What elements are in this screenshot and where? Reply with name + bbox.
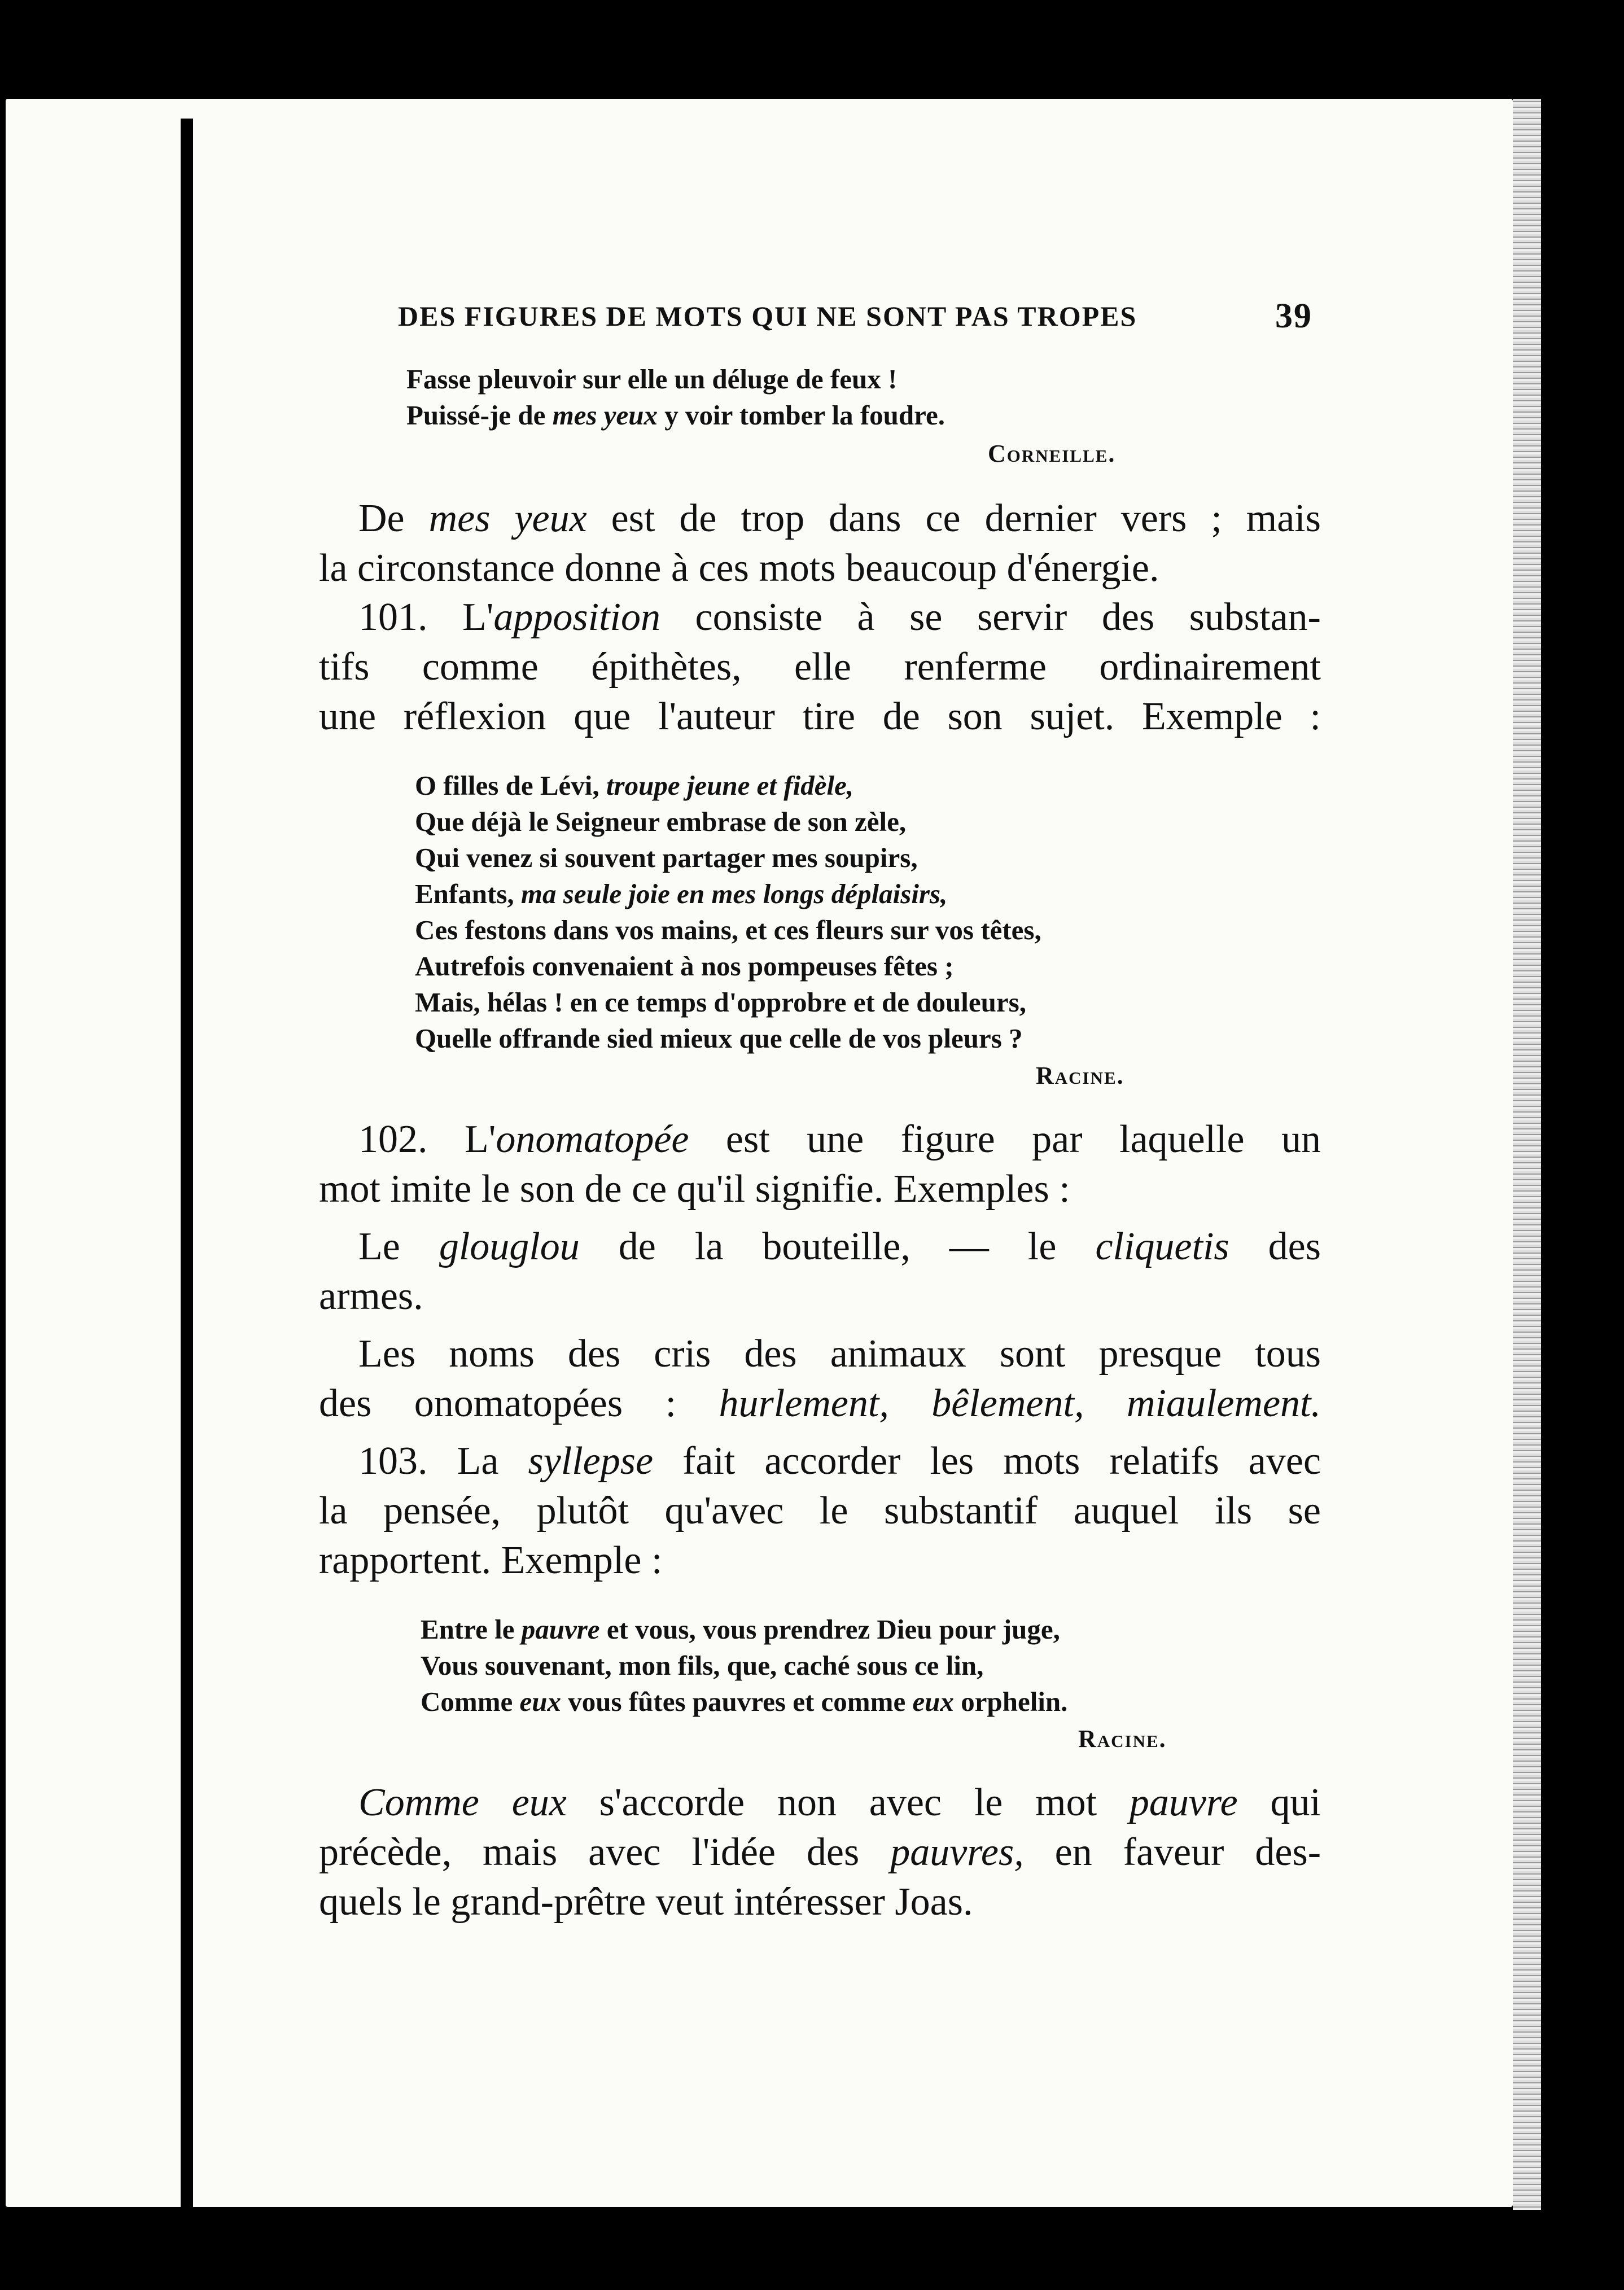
text-line: tifs comme épithètes, elle renferme ordinairement [319, 645, 1321, 689]
page-edge [1513, 99, 1541, 2210]
text-line: précède, mais avec l'idée des pauvres, en faveur des- [319, 1831, 1321, 1874]
paragraph [319, 1778, 1321, 1927]
verse-line: Vous souvenant, mon fils, que, caché sous ce lin, [421, 1650, 984, 1681]
verse-line: Entre le pauvre et vous, vous prendrez Dieu pour juge, [421, 1614, 1060, 1645]
verse-line: Quelle offrande sied mieux que celle de vos pleurs ? [415, 1023, 1023, 1054]
page-number: 39 [1275, 296, 1312, 335]
attribution-corneille: Corneille. [988, 440, 1116, 467]
attribution-racine-1: Racine. [1036, 1062, 1124, 1089]
verse-corneille [406, 361, 945, 434]
text-line: Les noms des cris des animaux sont presque tous [358, 1332, 1321, 1376]
text-line: mot imite le son de ce qu'il signifie. Exemples : [319, 1167, 1070, 1211]
verse-line: O filles de Lévi, troupe jeune et fidèle, [415, 770, 854, 801]
verse-line: Autrefois convenaient à nos pompeuses fêtes ; [415, 951, 954, 982]
verse-line: Ces festons dans vos mains, et ces fleurs sur vos têtes, [415, 914, 1041, 945]
verse-line: Puissé-je de mes yeux y voir tomber la foudre. [406, 400, 945, 431]
text-line: De mes yeux est de trop dans ce dernier vers ; mais [358, 497, 1321, 540]
text-line: 101. L'apposition consiste à se servir des substan- [358, 596, 1321, 639]
text-line: la pensée, plutôt qu'avec le substantif auquel ils se [319, 1489, 1321, 1532]
verse-racine-1 [415, 768, 1041, 1057]
verse-racine-2 [421, 1612, 1067, 1720]
verse-line: Comme eux vous fûtes pauvres et comme eux orphelin. [421, 1686, 1068, 1717]
paragraph-103 [319, 1437, 1321, 1586]
verse-line: Fasse pleuvoir sur elle un déluge de feux ! [406, 364, 898, 395]
running-header [398, 296, 1312, 336]
verse-line: Qui venez si souvent partager mes soupirs, [415, 842, 918, 873]
text-line: 102. L'onomatopée est une figure par laquelle un [358, 1118, 1321, 1161]
text-line: des onomatopées : hurlement, bêlement, miaulement. [319, 1382, 1321, 1425]
text-line: rapportent. Exemple : [319, 1539, 663, 1582]
running-title: DES FIGURES DE MOTS QUI NE SONT PAS TROPES [398, 300, 1137, 332]
paragraph-101 [319, 593, 1321, 742]
gutter-rule [181, 119, 193, 2207]
text-line: Le glouglou de la bouteille, — le cliquetis des [358, 1225, 1321, 1268]
attribution-racine-2: Racine. [1078, 1725, 1167, 1753]
text-line: Comme eux s'accorde non avec le mot pauvre qui [358, 1781, 1321, 1824]
paragraph [319, 1222, 1321, 1321]
text-line: armes. [319, 1275, 423, 1318]
verse-line: Enfants, ma seule joie en mes longs déplaisirs, [415, 878, 948, 909]
text-line: une réflexion que l'auteur tire de son sujet. Exemple : [319, 695, 1321, 738]
text-line: 103. La syllepse fait accorder les mots relatifs avec [358, 1439, 1321, 1483]
verse-line: Que déjà le Seigneur embrase de son zèle, [415, 806, 907, 837]
verse-line: Mais, hélas ! en ce temps d'opprobre et de douleurs, [415, 987, 1026, 1018]
text-line: la circonstance donne à ces mots beaucoup d'énergie. [319, 546, 1159, 590]
paragraph [319, 494, 1321, 593]
paragraph-102 [319, 1115, 1321, 1214]
paragraph [319, 1329, 1321, 1429]
text-line: quels le grand-prêtre veut intéresser Joas. [319, 1880, 973, 1924]
